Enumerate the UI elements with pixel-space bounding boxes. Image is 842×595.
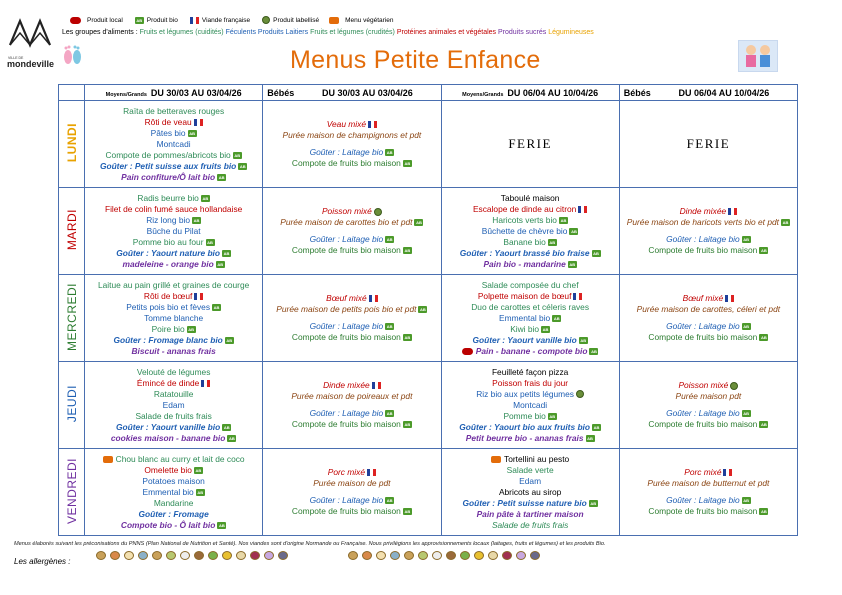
day-lundi: LUNDI (59, 101, 85, 188)
organic-icon: AB (553, 315, 560, 321)
french-flag-icon (369, 295, 378, 302)
row-lundi (59, 101, 798, 188)
organic-icon: AB (386, 324, 393, 330)
cell-mercredi-w1-mg: Laitue au pain grillé et graines de courge Rôti de bœuf Petits pois bio et fèves AB Tomme blanche Poire bio AB Goûter : Fromage blanc bio AB Biscuit - ananas frais (85, 275, 263, 362)
french-flag-icon (725, 295, 734, 302)
row-vendredi (59, 449, 798, 536)
footer-note: Menus élaborés suivant les préconisations du PNNS (Plan National de Nutrition et Santé). Nos viandes sont d'origine Normande ou Française. Nous privilégions les approvisionnements locaux (laitages, fruits et légumes) et les produits Bio. (14, 541, 606, 547)
organic-icon: AB (217, 261, 224, 267)
local-product-icon (462, 348, 473, 355)
children-illustration-icon (738, 40, 778, 72)
french-flag-icon (573, 293, 582, 300)
sulphite-icon (502, 551, 512, 560)
column-week2-mg: Moyens/Grands DU 06/04 AU 10/04/26 (441, 85, 619, 101)
sesame-icon (488, 551, 498, 560)
organic-icon: AB (743, 324, 750, 330)
organic-icon: AB (226, 337, 233, 343)
cell-lundi-w1-mg: Raïta de betteraves rouges Rôti de veau Pâtes bio AB Montcadi Compote de pommes/abricots bio AB Goûter : Petit suisse aux fruits bio AB Pain confiture/Ô lait bio AB (85, 101, 263, 188)
column-week2-bb: Bébés DU 06/04 AU 10/04/26 (619, 85, 797, 101)
organic-icon: AB (213, 304, 220, 310)
peanut-icon (152, 551, 162, 560)
organic-icon: AB (569, 261, 576, 267)
french-flag-icon (372, 382, 381, 389)
organic-icon: AB (386, 411, 393, 417)
soy-icon (418, 551, 428, 560)
organic-icon: AB (404, 335, 411, 341)
organic-icon: AB (760, 422, 767, 428)
label-icon (374, 208, 382, 216)
french-flag-icon (367, 469, 376, 476)
organic-icon: AB (202, 195, 209, 201)
organic-icon: AB (386, 150, 393, 156)
legend-label: Produit labellisé (260, 16, 319, 24)
cell-mardi-w2-mg: Taboulé maison Escalope de dinde au citron Haricots verts bio AB Bûchette de chèvre bio AB Banane bio AB Goûter : Yaourt brassé bio fraise AB Pain bio - mandarine AB (441, 188, 619, 275)
logo-text: mondeville (7, 59, 55, 69)
label-icon (576, 390, 584, 398)
cell-vendredi-w1-bb: Porc mixé Purée maison de pdt Goûter : Laitage bio AB Compote de fruits bio maison AB (263, 449, 441, 536)
organic-icon: AB (188, 326, 195, 332)
allergens-label: Les allergènes : (14, 557, 71, 566)
organic-icon: AB (228, 435, 235, 441)
organic-icon: AB (404, 422, 411, 428)
mondeville-logo (6, 15, 54, 71)
organic-icon: AB (760, 335, 767, 341)
cell-lundi-w2-bb: FERIE (619, 101, 797, 188)
organic-icon: AB (743, 237, 750, 243)
french-flag-icon (190, 17, 199, 24)
organic-icon: AB (743, 498, 750, 504)
nuts-icon (194, 551, 204, 560)
sesame-icon (236, 551, 246, 560)
organic-icon: AB (571, 228, 577, 234)
day-jeudi: JEUDI (59, 362, 85, 449)
vegetarian-icon (329, 17, 339, 24)
lupin-icon (516, 551, 526, 560)
cell-mercredi-w2-mg: Salade composée du chef Polpette maison de bœuf Duo de carottes et céleris raves Emmental bio AB Kiwi bio AB Goûter : Yaourt vanille bio AB Pain - banane - compote bio AB (441, 275, 619, 362)
cell-mardi-w2-bb: Dinde mixée Purée maison de haricots verts bio et pdt AB Goûter : Laitage bio AB Compote de fruits bio maison AB (619, 188, 797, 275)
french-flag-icon (194, 119, 203, 126)
organic-icon: AB (549, 239, 556, 245)
nuts-icon (446, 551, 456, 560)
column-week1-mg: Moyens/Grands DU 30/03 AU 03/04/26 (85, 85, 263, 101)
celery-icon (208, 551, 218, 560)
vegetarian-icon (491, 456, 501, 463)
cell-mardi-w1-mg: Radis beurre bio AB Filet de colin fumé sauce hollandaise Riz long bio AB Bûche du Pilat Pomme bio au four AB Goûter : Yaourt nature bio AB madeleine - orange bio AB (85, 188, 263, 275)
row-mercredi (59, 275, 798, 362)
french-flag-icon (201, 380, 210, 387)
french-flag-icon (728, 208, 737, 215)
peanut-icon (404, 551, 414, 560)
legend-french-meat: Viande française (188, 17, 250, 24)
soy-icon (166, 551, 176, 560)
sulphite-icon (250, 551, 260, 560)
organic-icon: AB (782, 220, 789, 226)
page-title: Menus Petite Enfance (290, 46, 541, 74)
legend-local: Produit local (70, 17, 123, 24)
organic-icon: AB (218, 522, 225, 528)
organic-icon: AB (593, 250, 599, 256)
vegetarian-icon (103, 456, 113, 463)
cell-lundi-w1-bb: Veau mixé Purée maison de champignons et pdt Goûter : Laitage bio AB Compote de fruits bio maison AB (263, 101, 441, 188)
crustacean-icon (362, 551, 372, 560)
organic-icon: AB (223, 250, 230, 256)
lupin-icon (264, 551, 274, 560)
organic-icon: AB (590, 500, 597, 506)
organic-icon: AB (207, 239, 213, 245)
cell-vendredi-w2-mg: Tortellini au pesto Salade verte Edam Abricots au sirop Goûter : Petit suisse nature bio AB Pain pâte à tartiner maison Salade de fruits frais (441, 449, 619, 536)
organic-icon: AB (549, 413, 556, 419)
organic-icon: AB (193, 217, 200, 223)
organic-icon: AB (218, 174, 225, 180)
day-mercredi: MERCREDI (59, 275, 85, 362)
cell-mardi-w1-bb: Poisson mixé Purée maison de carottes bio et pdt AB Goûter : Laitage bio AB Compote de fruits bio maison AB (263, 188, 441, 275)
organic-icon: AB (404, 248, 411, 254)
organic-icon: AB (593, 424, 600, 430)
crustacean-icon (110, 551, 120, 560)
organic-icon: AB (587, 435, 593, 441)
organic-icon: AB (197, 489, 204, 495)
organic-icon: AB (420, 307, 426, 313)
legend-vegetarian: Menu végétarien (329, 17, 393, 24)
organic-icon: AB (404, 509, 411, 515)
egg-icon (376, 551, 386, 560)
day-vendredi: VENDREDI (59, 449, 85, 536)
organic-icon: AB (136, 17, 143, 23)
gluten-icon (348, 551, 358, 560)
celery-icon (460, 551, 470, 560)
cell-lundi-w2-mg: FERIE (441, 101, 619, 188)
french-flag-icon (578, 206, 587, 213)
allergen-icons-middle (348, 551, 540, 560)
organic-icon: AB (743, 411, 750, 417)
column-week1-bb: Bébés DU 30/03 AU 03/04/26 (263, 85, 441, 101)
day-mardi: MARDI (59, 188, 85, 275)
french-flag-icon (368, 121, 377, 128)
header-row (59, 85, 798, 101)
organic-icon: AB (386, 498, 393, 504)
cell-jeudi-w1-bb: Dinde mixée Purée maison de poireaux et pdt Goûter : Laitage bio AB Compote de fruits bio maison AB (263, 362, 441, 449)
mollusc-icon (278, 551, 288, 560)
organic-icon: AB (542, 326, 549, 332)
cell-jeudi-w1-mg: Velouté de légumes Émincé de dinde Ratatouille Edam Salade de fruits frais Goûter : Yaourt vanille bio AB cookies maison - banane bio AB (85, 362, 263, 449)
baby-feet-icon (60, 42, 84, 68)
fish-icon (390, 551, 400, 560)
cell-jeudi-w2-bb: Poisson mixé Purée maison pdt Goûter : Laitage bio AB Compote de fruits bio maison AB (619, 362, 797, 449)
milk-icon (432, 551, 442, 560)
organic-icon: AB (404, 161, 411, 167)
allergen-icons-left (96, 551, 288, 560)
food-groups: Les groupes d'aliments : Fruits et légumes (cuidités) Féculents Produits Laitiers Fruits et légumes (crudités) Protéines animales et végétales Produits sucrés Légumineuses (62, 29, 594, 36)
cell-jeudi-w2-mg: Feuilleté façon pizza Poisson frais du jour Riz bio aux petits légumes Montcadi Pomme bio AB Goûter : Yaourt bio aux fruits bio AB Petit beurre bio - ananas frais AB (441, 362, 619, 449)
gluten-icon (96, 551, 106, 560)
organic-icon: AB (760, 248, 767, 254)
cell-mercredi-w1-bb: Bœuf mixé Purée maison de petits pois bio et pdt AB Goûter : Laitage bio AB Compote de fruits bio maison AB (263, 275, 441, 362)
organic-icon: AB (195, 467, 202, 473)
legend-organic: AB Produit bio (136, 16, 178, 24)
organic-icon: AB (760, 509, 767, 515)
organic-icon: AB (189, 130, 195, 136)
organic-icon: AB (416, 220, 422, 226)
french-flag-icon (194, 293, 203, 300)
organic-icon: AB (560, 217, 567, 223)
french-flag-icon (723, 469, 732, 476)
local-product-icon (70, 17, 81, 24)
menu-table (58, 84, 798, 536)
cell-vendredi-w1-mg: Chou blanc au curry et lait de coco Omelette bio AB Potatoes maison Emmental bio AB Mandarine Goûter : Fromage Compote bio - Ô lait bio AB (85, 449, 263, 536)
mustard-icon (474, 551, 484, 560)
organic-icon: AB (386, 237, 393, 243)
milk-icon (180, 551, 190, 560)
organic-icon: AB (234, 152, 241, 158)
corner-cell (59, 85, 85, 101)
svg-text:VILLE DE: VILLE DE (8, 56, 24, 60)
row-jeudi (59, 362, 798, 449)
label-icon (262, 16, 270, 24)
organic-icon: AB (580, 337, 587, 343)
mustard-icon (222, 551, 232, 560)
row-mardi (59, 188, 798, 275)
organic-icon: AB (591, 348, 597, 354)
label-icon (730, 382, 738, 390)
mollusc-icon (530, 551, 540, 560)
organic-icon: AB (223, 424, 230, 430)
cell-mercredi-w2-bb: Bœuf mixé Purée maison de carottes, céleri et pdt Goûter : Laitage bio AB Compote de fruits bio maison AB (619, 275, 797, 362)
cell-vendredi-w2-bb: Porc mixé Purée maison de butternut et pdt Goûter : Laitage bio AB Compote de fruits bio maison AB (619, 449, 797, 536)
fish-icon (138, 551, 148, 560)
legend (70, 16, 393, 24)
organic-icon: AB (239, 163, 246, 169)
egg-icon (124, 551, 134, 560)
